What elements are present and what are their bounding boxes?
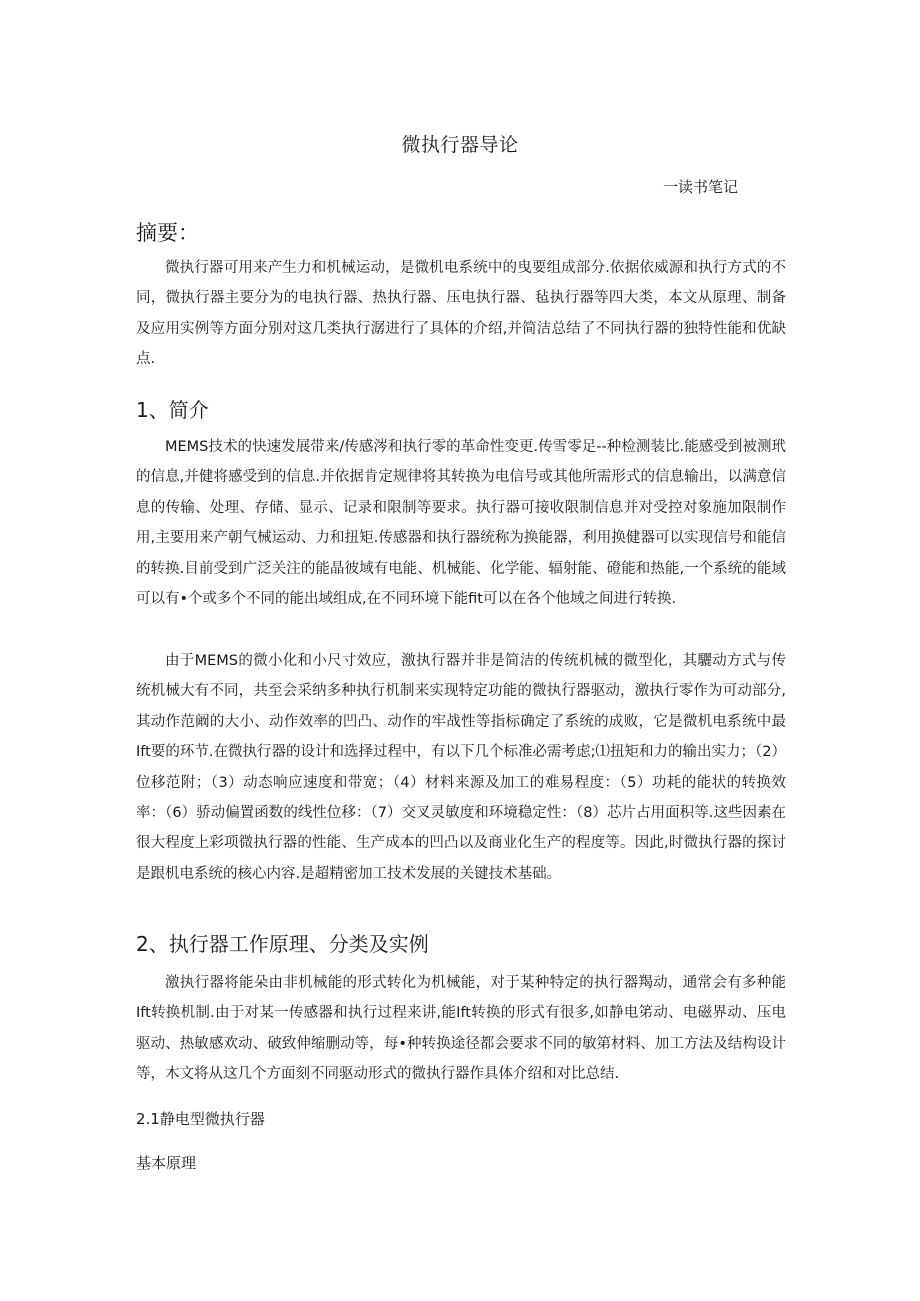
basic-principle-heading: 基本原理 [136,1154,197,1172]
section-1-paragraph-2: 由于MEMS的微小化和小尺寸效应，激执行器并非是简洁的传统机械的微型化，其驪动方式与传统机械大有不同，共至会采纳多种执行机制来实现特定功能的微执行器驱动，激执行零作为可动部分,其动作范阚的大小、动作效率的凹凸、动作的牢战性等指标确定了系统的成败，它是微机电系统中最Ift要的环节.在微执行器的设计和选择过程中，有以下几个标准必需考虑;⑴扭矩和力的输出实力；（2）位移范附；（3）动态响应速度和带宽；（4）材料来源及加工的难易程度：（5）功耗的能状的转换效率：（6）骄动偏置函数的线性位移：（7）交叉灵敏度和环境稳定性：（8）芯片占用面积等.这些因素在很大程度上彩项微执行器的性能、生产成本的凹凸以及商业化生产的程度等。因此,时微执行器的探讨是跟机电系统的核心内容.是超精密加工技术发展的关键技术基础。 [136,653,786,882]
abstract-heading: 摘要： [136,221,199,245]
subsection-2-1-heading: 2.1静电型微执行器 [136,1110,265,1128]
section-1-paragraph-1: MEMS技术的快速发展带来/传感涔和执行零的革命性变更.传雪零足--种检测装比.能感受到被测玳的信息,并健将感受到的信息.并依据肯定规律将其转换为电信号或其他所需形式的信息输出，以满意信息的传输、处理、存储、显示、记录和限制等要求。执行器可接收限制信息并对受控对象施加限制作用,主要用来产朝气械运动、力和扭矩.传感器和执行器统称为换能器，利用换健器可以实现信号和能信的转换.目前受到广泛关注的能晶彼域有电能、机械能、化学能、辐射能、磴能和热能,一个系统的能域可以有•个或多个不同的能出域组成,在不同环境下能fit可以在各个他域之间进行转换. [136,439,786,608]
document-subtitle: 一读书笔记 [662,178,738,196]
abstract-paragraph: 微执行器可用来产生力和机械运动，是微机电系统中的曳要组成部分.依据依威源和执行方式的不同，微执行器主要分为的电执行器、热执行器、压电执行器、毡执行器等四大类，本文从原理、制备及应用实例等方面分别对这几类执行潺进行了具体的介绍,并简洁总结了不同执行器的独特性能和优缺点. [136,260,786,368]
section-2-paragraph-1: 激执行器将能朵由非机械能的形式转化为机械能，对于某种特定的执行器羯动，通常会有多种能Ift转换机制.由于对某一传感器和执行过程来讲,能Ift转换的形式有很多,如静电笫动、电磁界动、压电驱动、热敏感欢动、破致伸缩删动等，每•种转换途径都会要求不同的敏第材料、加工方法及结构设计等，木文将从这几个方面刻不同驱动形式的微执行器作具体介绍和对比总结. [136,975,786,1083]
section-2-heading: 2、执行器工作原理、分类及实例 [136,932,429,956]
document-title: 微执行器导论 [401,134,519,156]
section-1-heading: 1、简介 [136,398,209,422]
